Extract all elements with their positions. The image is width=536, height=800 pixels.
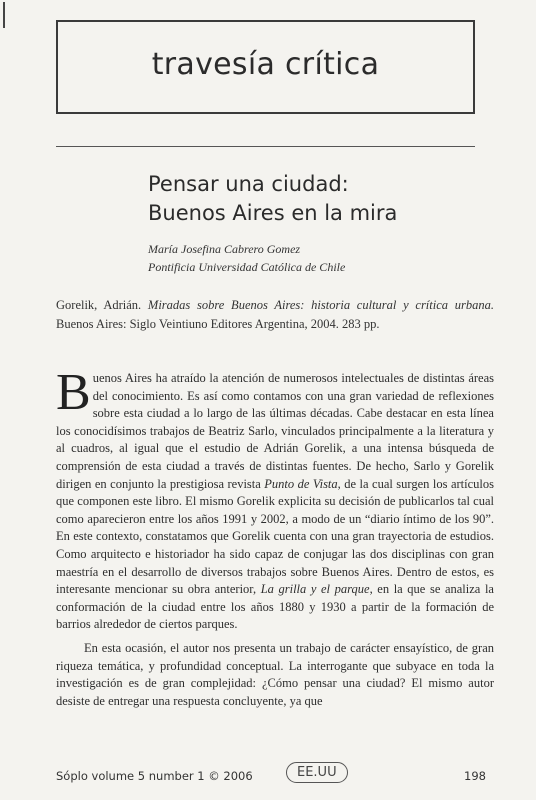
reference-publication: Buenos Aires: Siglo Veintiuno Editores Argentina, 2004. 283 pp. [56,317,380,331]
author-affiliation: Pontificia Universidad Católica de Chile [148,260,346,274]
magazine-title: Punto de Vista [264,476,338,491]
paragraph-1-text-a: uenos Aires ha atraído la atención de numerosos intelectuales de distintas áreas del conocimiento. Es así como contamos con una gran variedad de reflexiones sobre esta ciudad a lo largo de las últimas décadas. Cabe destacar en esta línea los conocidísimos trabajos de Beatriz Sarlo, vinculados principalmente a la literatura y al cuadros, al igual que el estudio de Adrián Gorelik, a una intensa búsqueda de comprensión de esta ciudad a través de distintas fuentes. De hecho, Sarlo y Gorelik dirigen en conjunto la prestigiosa revista [56,371,494,491]
page-number: 198 [464,769,486,783]
article-title-line-1: Pensar una ciudad: [148,172,349,196]
page-footer [56,766,486,788]
article-title [148,170,478,228]
author-block [148,240,345,276]
section-header-box [56,20,475,114]
paragraph-1-text-b: , de la cual surgen los artículos que componen este libro. El mismo Gorelik explicita su decisión de publicarlos tal cual como aparecieron entre los años 1991 y 2002, a modo de un “diario íntimo de los 90”. En este contexto, constatamos que Gorelik cuenta con una gran trayectoria de estudios. Como arquitecto e historiador ha sido capaz de conjugar las dos disciplinas con gran maestría en el desarrollo de diversos trabajos sobre Buenos Aires. Dentro de estos, es interesante mencionar su obra anterior, [56,476,494,597]
book-reference [56,296,494,334]
body-paragraph-1 [56,364,494,634]
reference-author: Gorelik, Adrián. [56,298,142,312]
paragraph-1-text-c: , en la que se analiza la conformación de la ciudad entre los años 1880 y 1930 a partir de la formación de barrios alrededor de ciertos parques. [56,582,494,632]
article-body [56,364,494,710]
article-title-line-2: Buenos Aires en la mira [148,201,398,225]
footer-journal-info: Sóplo volume 5 number 1 © 2006 [56,769,253,783]
horizontal-rule [56,146,475,147]
page-edge-mark [3,2,5,28]
reference-book-title: Miradas sobre Buenos Aires: historia cultural y crítica urbana. [147,298,494,312]
drop-cap: B [56,364,91,421]
handwritten-stamp: EE.UU [286,762,348,783]
section-title: travesía crítica [151,47,380,82]
author-name: María Josefina Cabrero Gomez [148,242,301,256]
body-paragraph-2: En esta ocasión, el autor nos presenta un trabajo de carácter ensayístico, de gran riqueza temática, y profundidad conceptual. La interrogante que subyace en toda la investigación es de gran complejidad: ¿Cómo pensar una ciudad? El mismo autor desiste de entregar una respuesta concluyente, ya que [56,640,494,708]
previous-work-title: La grilla y el parque [260,582,370,597]
